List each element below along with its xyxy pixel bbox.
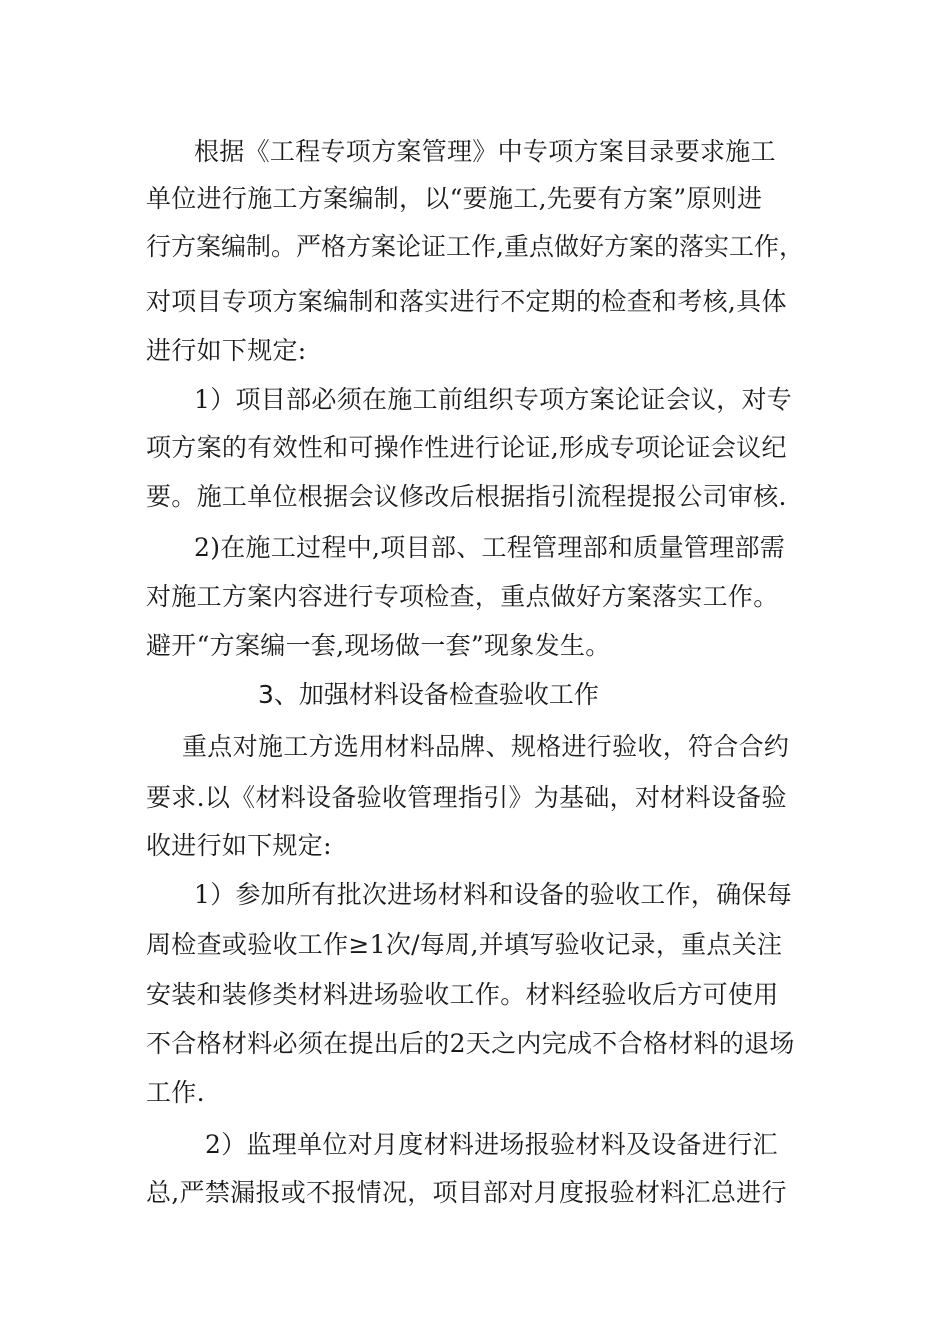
para3-line-2: 对施工方案内容进行专项检查，重点做好方案落实工作。 [146,582,779,611]
para6-line-1: 2）监理单位对月度材料进场报验材料及设备进行汇 [205,1130,778,1159]
para5-line-2: 周检查或验收工作≥1次/每周,并填写验收记录，重点关注 [146,930,783,959]
para5-line-1: 1）参加所有批次进场材料和设备的验收工作，确保每 [194,880,793,909]
para4-line-1: 重点对施工方选用材料品牌、规格进行验收，符合合约 [182,732,790,761]
para2-line-2: 项方案的有效性和可操作性进行论证,形成专项论证会议纪 [146,433,787,462]
para5-line-4: 不合格材料必须在提出后的2天之内完成不合格材料的退场 [146,1029,795,1058]
para3-line-3: 避开“方案编一套,现场做一套”现象发生。 [146,631,611,660]
para4-line-3: 收进行如下规定: [146,831,332,860]
para5-line-3: 安装和装修类材料进场验收工作。材料经验收后方可使用 [146,980,779,1009]
section-heading: 3、加强材料设备检查验收工作 [258,680,599,709]
para5-line-5: 工作. [146,1078,205,1107]
para2-line-1: 1）项目部必须在施工前组织专项方案论证会议，对专 [194,385,793,414]
para1-line-4: 对项目专项方案编制和落实进行不定期的检查和考核,具体 [146,287,787,316]
para1-line-5: 进行如下规定: [146,336,307,365]
para4-line-2: 要求.以《材料设备验收管理指引》为基础，对材料设备验 [146,783,787,812]
para1-line-3: 行方案编制。严格方案论证工作,重点做好方案的落实工作， [146,232,804,261]
para3-line-1: 2)在施工过程中,项目部、工程管理部和质量管理部需 [194,533,786,562]
para2-line-3: 要。施工单位根据会议修改后根据指引流程提报公司审核. [146,482,787,511]
para6-line-2: 总,严禁漏报或不报情况，项目部对月度报验材料汇总进行 [146,1178,787,1207]
para1-line-2: 单位进行施工方案编制，以“要施工,先要有方案”原则进 [146,184,763,213]
para1-line-1: 根据《工程专项方案管理》中专项方案目录要求施工 [194,137,776,166]
